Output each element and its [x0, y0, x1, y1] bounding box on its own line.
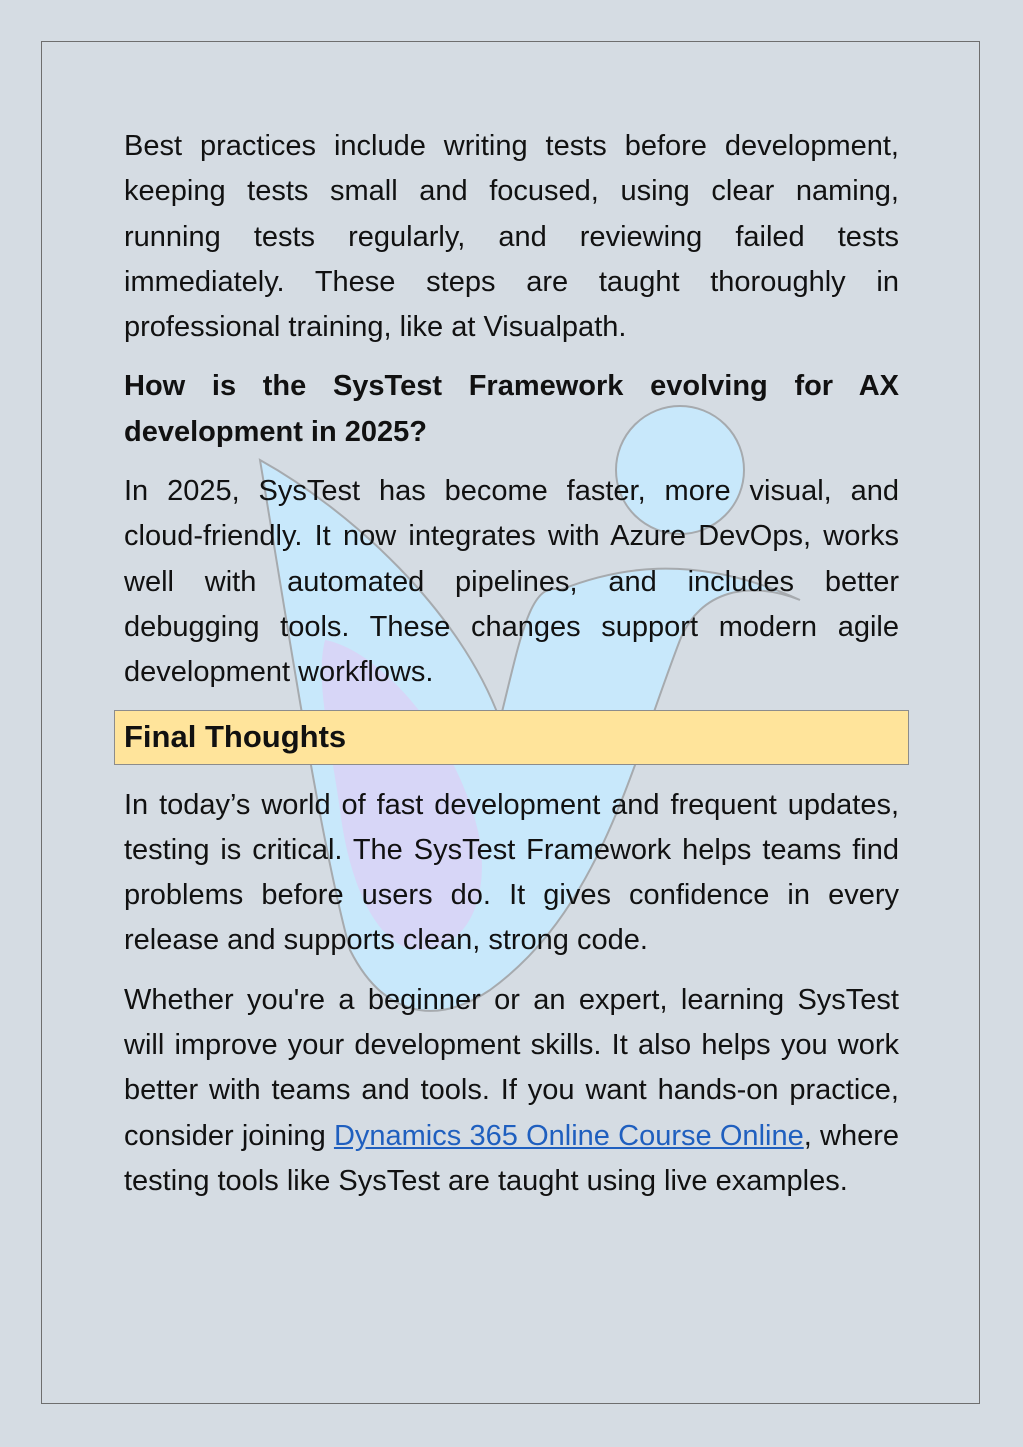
final-thoughts-paragraph: In today’s world of fast development and frequent updates, testing is critical. The SysTest Framework helps teams find problems before users do. It gives confidence in every release and supports clean, strong code. — [124, 788, 899, 957]
document-body — [124, 124, 899, 1218]
final-thoughts-heading-box — [114, 710, 909, 765]
closing-paragraph — [124, 978, 899, 1204]
best-practices-paragraph: Best practices include writing tests before development, keeping tests small and focused, using clear naming, running tests regularly, and reviewing failed tests immediately. These steps are taught thoroughly in professional training, like at Visualpath. — [124, 130, 899, 344]
final-thoughts-heading: Final Thoughts — [124, 718, 347, 754]
systest-evolution-question: How is the SysTest Framework evolving for AX development in 2025? — [124, 370, 899, 448]
dynamics-365-course-link[interactable]: Dynamics 365 Online Course Online — [333, 1119, 804, 1152]
closing-text-start: Whether you're a beginner or an expert, learning SysTest will improve your development skills. It also helps you work better with teams and tools. If you want hands-on practice, consider joining — [124, 983, 899, 1152]
closing-text-end: , where testing tools like SysTest are taught using live examples. — [124, 1119, 899, 1197]
systest-2025-paragraph: In 2025, SysTest has become faster, more visual, and cloud-friendly. It now integrates with Azure DevOps, works well with automated pipelines, and includes better debugging tools. These changes support modern agile development workflows. — [124, 475, 899, 689]
